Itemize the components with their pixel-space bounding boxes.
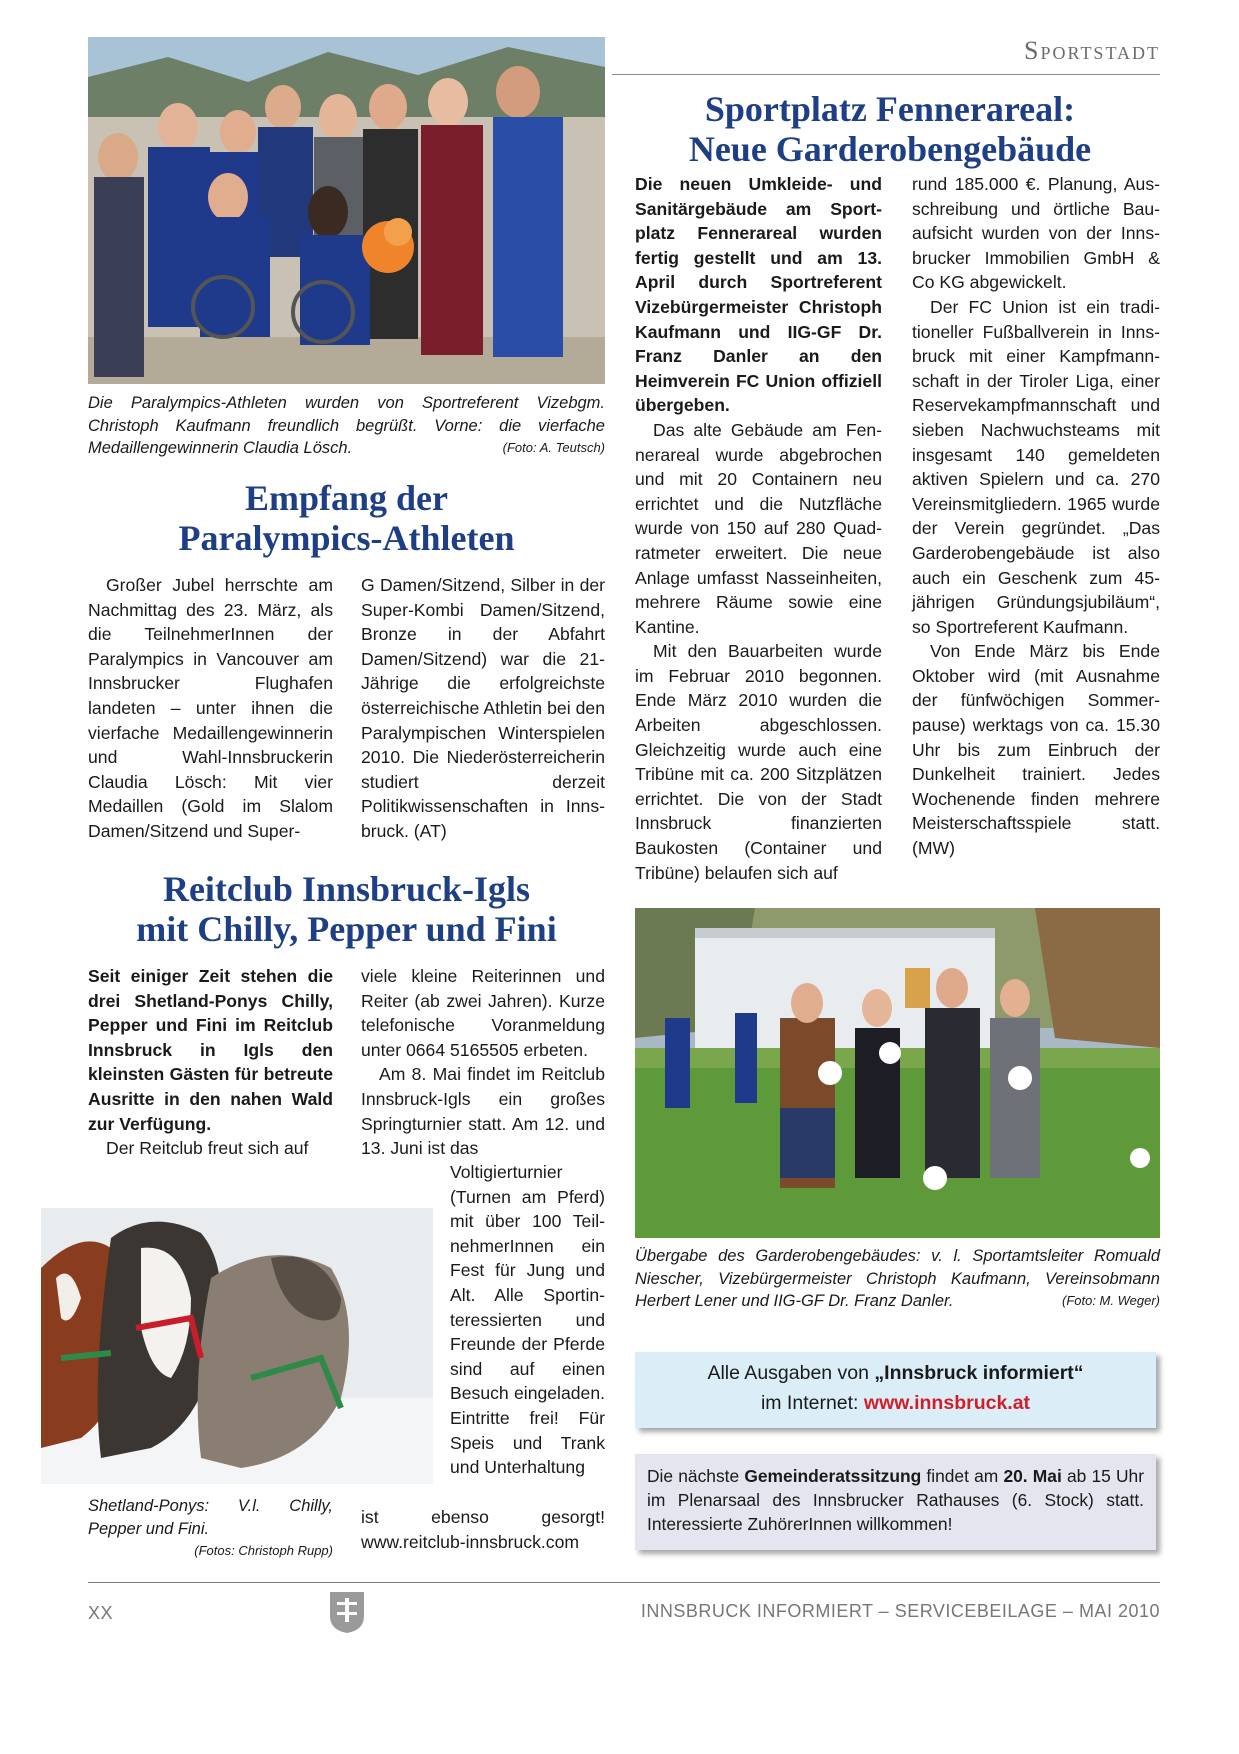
fenner-headline: Sportplatz Fennerareal: Neue Garderobengebäude [688, 89, 1092, 169]
fenner-column-2: rund 185.000 €. Planung, Ausschreibung und örtliche Bauaufsicht wurden von der Innsbrucker Immobilien GmbH & Co KG abgewickelt. Der FC Union ist ein traditioneller Fußballverein in Innsbruck mit einer Kampfmannschaft in der Tiroler Liga, einer Reservekampfmannschaft und sieben Nachwuchsteams mit insgesamt 140 gemeldeten aktiven Spielern und ca. 270 Vereinsmitgliedern. 1965 wurde der Verein gegründet. „Das Garderobengebäude ist also auch ein Geschenk zum 45-jährigen Gründungsjubiläum“, so Sportreferent Kaufmann. Von Ende März bis Ende Oktober wird (mit Ausnahme der fünfwöchigen Sommerpause) werktags von ca. 15.30 Uhr bis zum Einbruch der Dunkelheit trainiert. Jedes Wochenende finden mehrere Meisterschaftsspiele statt. (MW) [912, 174, 1160, 859]
reitclub-column-2-wrap: Voltigierturnier (Turnen am Pferd) mit über 100 TeilnehmerInnen ein Fest für Jung und Alt. Alle Sportinteressierten und Freunde der Pferde sind auf einen Besuch eingeladen. Eintritte frei! Für Speis und Trank und Unterhaltung [450, 1162, 605, 1478]
fenner-photo-credit: (Foto: M. Weger) [1061, 1293, 1160, 1308]
reitclub-lead: Seit einiger Zeit stehen die drei Shetland-Ponys Chilly, Pepper und Fini im Reitclub Innsbruck in Igls den kleinsten Gästen für betreute Ausritte in den nahen Wald zur Verfügung. [88, 966, 333, 1134]
paralympics-photo [88, 37, 605, 384]
paralympics-column-1: Großer Jubel herrschte am Nachmittag des 23. März, als die TeilnehmerInnen der Paralympics in Vancouver am Innsbrucker Flughafen landeten – unter ihnen die vierfache Medaillengewinnerin und Wahl-Innsbruckerin Claudia Lösch: Mit vier Medaillen (Gold im Slalom Damen/Sitzend und Super- [88, 575, 333, 841]
header-rule [612, 74, 1160, 75]
fenner-caption: Übergabe des Garderobengebäudes: v. l. Sportamtsleiter Romuald Niescher, Vizebürgermeister Christoph Kaufmann, Vereinsobmann Herbert Lener und IIG-GF Dr. Franz Danler. (Foto: M. Weger) [635, 1245, 1160, 1313]
paralympics-headline: Empfang der Paralympics-Athleten [178, 478, 515, 558]
ponies-photo-credit: (Fotos: Christoph Rupp) [194, 1543, 333, 1558]
reitclub-column-1: Seit einiger Zeit stehen die drei Shetland-Ponys Chilly, Pepper und Fini im Reitclub Innsbruck in Igls den kleinsten Gästen für betreute Ausritte in den nahen Wald zur Verfügung. Der Reitclub freut sich auf [88, 966, 333, 1159]
innsbruck-coat-of-arms-icon [328, 1590, 366, 1634]
ponies-caption: Shetland-Ponys: V.l. Chilly, Pepper und Fini. (Fotos: Christoph Rupp) [88, 1495, 333, 1563]
footer-rule [88, 1582, 1160, 1583]
section-label: Sportstadt [1024, 36, 1160, 65]
reitclub-column-2-end: ist ebenso gesorgt! www.reitclub-innsbruck.com [361, 1507, 605, 1552]
reitclub-column-2-top: viele kleine Reiterinnen und Reiter (ab zwei Jahren). Kurze telefonische Voranmeldung unter 0664 5165505 erbeten. Am 8. Mai findet im Reitclub Innsbruck-Igls ein großes Springturnier statt. Am 12. und 13. Juni ist das [361, 966, 605, 1159]
paralympics-caption: Die Paralympics-Athleten wurden von Sportreferent Vizebgm. Christoph Kaufmann freundlich begrüßt. Vorne: die vierfache Medaillengewinnerin Claudia Lösch. (Foto: A. Teutsch) [88, 392, 605, 460]
fenner-photo [635, 908, 1160, 1238]
publication-footer: INNSBRUCK INFORMIERT – SERVICEBEILAGE – MAI 2010 [640, 1601, 1160, 1621]
fenner-lead: Die neuen Umkleide- und Sanitärgebäude am Sportplatz Fennerareal wurden fertig gestellt und am 13. April durch Sportreferent Vizebürgermeister Christoph Kaufmann und IIG-GF Dr. Franz Danler an den Heimverein FC Union offiziell übergeben. [635, 174, 882, 416]
ponies-photo [41, 1208, 433, 1484]
reitclub-headline: Reitclub Innsbruck-Igls mit Chilly, Pepper und Fini [136, 869, 557, 949]
paralympics-column-2: G Damen/Sitzend, Silber in der Super-Kombi Damen/Sitzend, Bronze in der Abfahrt Damen/Sitzend) war die 21-Jährige die erfolgreichste österreichische Athletin bei den Paralympischen Winterspielen 2010. Die Niederösterreicherin studiert derzeit Politikwissenschaften in Innsbruck. (AT) [361, 575, 605, 841]
page-number: XX [88, 1603, 114, 1623]
paralympics-photo-credit: (Foto: A. Teutsch) [502, 440, 605, 455]
online-issues-box: Alle Ausgaben von „Innsbruck informiert“ im Internet: www.innsbruck.at [635, 1352, 1156, 1428]
fenner-column-1: Die neuen Umkleide- und Sanitärgebäude am Sportplatz Fennerareal wurden fertig gestellt und am 13. April durch Sportreferent Vizebürgermeister Christoph Kaufmann und IIG-GF Dr. Franz Danler an den Heimverein FC Union offiziell übergeben. Das alte Gebäude am Fennerareal wurde abgebrochen und mit 20 Containern neu errichtet und die Nutzfläche wurde von 150 auf 280 Quadratmeter erweitert. Die neue Anlage umfasst Nasseinheiten, mehrere Räume sowie eine Kantine. Mit den Bauarbeiten wurde im Februar 2010 begonnen. Ende März 2010 wurden die Arbeiten abgeschlossen. Gleichzeitig wurde auch eine Tribüne mit ca. 200 Sitzplätzen errichtet. Die von der Stadt Innsbruck finanzierten Baukosten (Container und Tribüne) belaufen sich auf [635, 174, 882, 883]
council-meeting-box: Die nächste Gemeinderatssitzung findet am 20. Mai ab 15 Uhr im Plenarsaal des Innsbrucker Rathauses (6. Stock) statt. Interessierte ZuhörerInnen willkommen! [635, 1454, 1156, 1550]
innsbruck-website-link[interactable]: www.innsbruck.at [863, 1392, 1031, 1414]
